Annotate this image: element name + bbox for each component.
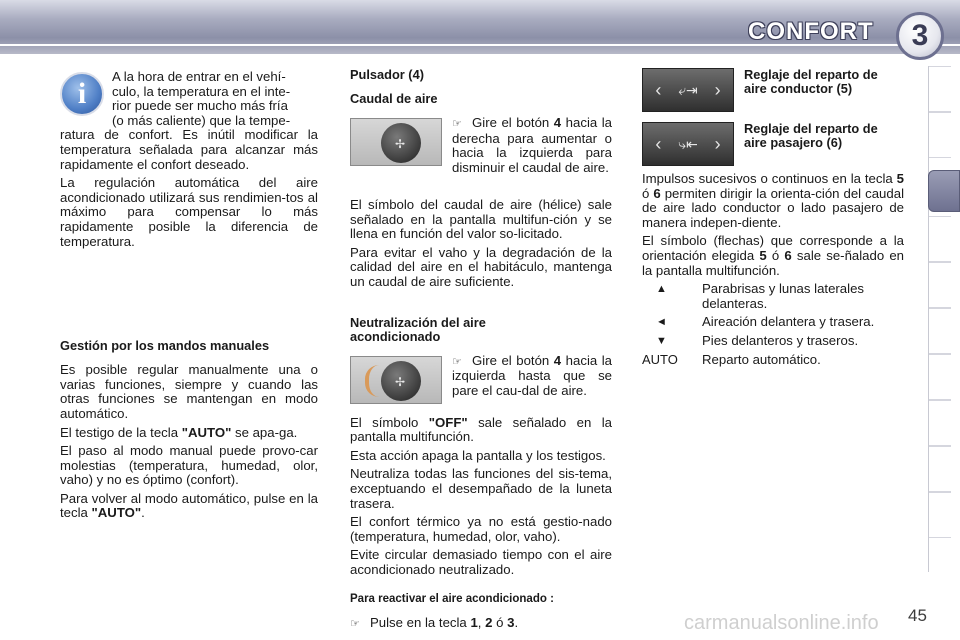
pointing-hand-icon: ☞ (452, 118, 462, 130)
fan-icon: ✢ (395, 374, 406, 389)
paragraph: Impulsos sucesivos o continuos en la tecla 5 ó 6 permiten dirigir la orienta-ción del caudal de aire lado conductor o lado pasajero de manera indepen-diente. (642, 171, 904, 230)
intro-line: (o más caliente) que la tempe- (112, 112, 291, 128)
list-item: AUTO Reparto automático. (642, 351, 821, 367)
paragraph: El confort térmico ya no está gestio-nado (temperatura, humedad, olor, vaho). (350, 514, 612, 544)
column-left (60, 70, 318, 525)
index-tab[interactable] (929, 66, 951, 112)
chevron-left-icon: ‹ (655, 79, 662, 100)
arrow-up-icon: ▲ (656, 283, 667, 296)
chapter-number-badge: 3 (896, 12, 944, 60)
paragraph: Para evitar el vaho y la degradación de la calidad del aire en el habitáculo, mantenga un caudal de aire suficiente. (350, 244, 612, 289)
paragraph: El paso al modo manual puede provo-car molestias (temperatura, humedad, olor, vaho) y no es óptimo (confort). (60, 443, 318, 488)
chevron-right-icon: › (714, 79, 721, 100)
manual-heading: Gestión por los mandos manuales (60, 338, 270, 354)
passenger-distribution-control-image (642, 122, 734, 166)
index-tab[interactable] (929, 354, 951, 400)
pointing-hand-icon: ☞ (452, 355, 462, 368)
paragraph: Es posible regular manualmente una o varias funciones, siempre y cuando las otras funciones se mantengan en modo automático. (60, 362, 318, 421)
intro-line: rior puede ser mucho más fría (112, 98, 288, 114)
index-tab[interactable] (929, 446, 951, 492)
intro-continued: ratura de confort. Es inútil modificar la temperatura señalada para alcanzar más rapidamente el confort deseado. (60, 127, 318, 172)
airflow-seat-icon: ⤷⇤ (678, 135, 698, 152)
index-tab[interactable] (929, 492, 951, 538)
airflow-seat-icon: ⤶⇥ (678, 81, 698, 98)
chapter-title: CONFORT (748, 18, 874, 45)
paragraph: Neutraliza todas las funciones del sis-tema, exceptuando el desempañado de la luneta trasera. (350, 466, 612, 511)
driver-distribution-control-image (642, 68, 734, 112)
index-tab[interactable] (929, 262, 951, 308)
section-heading: Reglaje del reparto de aire conductor (5) (744, 67, 878, 96)
paragraph: La regulación automática del aire acondicionado utilizará sus rendimien-tos al máximo para compensar lo más rapidamente posible la diferencia de temperatura. (60, 175, 318, 249)
intro-line: A la hora de entrar en el vehí- (112, 69, 286, 84)
index-tab-active[interactable] (928, 170, 960, 212)
reactivate-heading: Para reactivar el aire acondicionado : (350, 592, 554, 605)
index-tab[interactable] (929, 400, 951, 446)
paragraph: El símbolo (flechas) que corresponde a la orientación elegida 5 ó 6 sale se-ñalado en la pantalla multifunción. (642, 233, 905, 278)
watermark: carmanualsonline.info (684, 612, 879, 634)
column-right (642, 68, 904, 369)
section-heading: Pulsador (4) (350, 67, 424, 82)
paragraph: Evite circular demasiado tiempo con el aire acondicionado neutralizado. (350, 547, 612, 577)
section-heading: Reglaje del reparto de aire pasajero (6) (744, 121, 878, 150)
paragraph: Para volver al modo automático, pulse en la tecla "AUTO". (60, 490, 318, 521)
section-heading: Caudal de aire (350, 91, 438, 106)
auto-label: AUTO (642, 351, 678, 367)
pointing-hand-icon: ☞ (350, 617, 360, 630)
paragraph: El testigo de la tecla "AUTO" se apa-ga. (60, 424, 298, 440)
index-tabs (928, 66, 950, 572)
index-tab[interactable] (929, 216, 951, 262)
fan-icon: ✢ (395, 137, 406, 151)
paragraph: El símbolo del caudal de aire (hélice) sale señalado en la pantalla multifun-ción y se llena en función del valor so-licitado. (350, 197, 612, 242)
airflow-knob-off-image (350, 356, 442, 404)
column-middle: Pulsador (4) Caudal de aire ✢ ☞ Gire el botón 4 hacia la derecha para aumentar o hacia la izquierda para disminuir el caudal de aire. El símbolo del caudal de aire (hélice) sale señalado en la pantalla multifun-ción y se llena en función del valor so-licitado. Para evitar el vaho y la degradación de la calidad del aire en el habitáculo, mantenga un caudal de aire suficiente. Neutralización del aire acondicionado ✢ ☞ Gire el botón 4 hacia la izquierda hasta que se pare el cau-dal de aire. El símbolo "OFF" sale señalado en la pantalla multifunción. Esta acción apaga la pantalla y los testigos. Neutraliza todas las funciones del sis-tema, exceptuando el desempañado de la luneta trasera. El confort térmico ya no está gestio-nado (temperatura, humedad, olor, vaho). Evite circular demasiado tiempo con el aire acondicionado neutralizado. Para reactivar el aire acondicionado : ☞ Pulse en la tecla 1, 2 ó 3. (350, 67, 613, 630)
arrow-down-icon: ▼ (656, 334, 667, 347)
paragraph: El símbolo "OFF" sale señalado en la pantalla multifunción. (350, 414, 613, 445)
list-item: ▲ Parabrisas y lunas laterales delanteras. (642, 282, 904, 311)
index-tab[interactable] (929, 308, 951, 354)
arrow-left-icon: ◄ (656, 316, 667, 329)
intro-line: culo, la temperatura en el inte- (112, 83, 291, 99)
chevron-right-icon: › (714, 133, 721, 154)
paragraph: Esta acción apaga la pantalla y los testigos. (350, 447, 606, 463)
section-heading: Neutralización del aire acondicionado (350, 314, 486, 344)
index-tab[interactable] (929, 112, 951, 158)
info-icon: i (60, 72, 104, 116)
chevron-left-icon: ‹ (655, 133, 662, 154)
list-item: ▼ Pies delanteros y traseros. (642, 334, 904, 349)
reactivate-step: ☞ Pulse en la tecla 1, 2 ó 3. (350, 614, 519, 630)
page-number: 45 (908, 606, 927, 625)
list-item: ◄ Aireación delantera y trasera. (642, 315, 904, 330)
airflow-knob-image (350, 118, 442, 166)
